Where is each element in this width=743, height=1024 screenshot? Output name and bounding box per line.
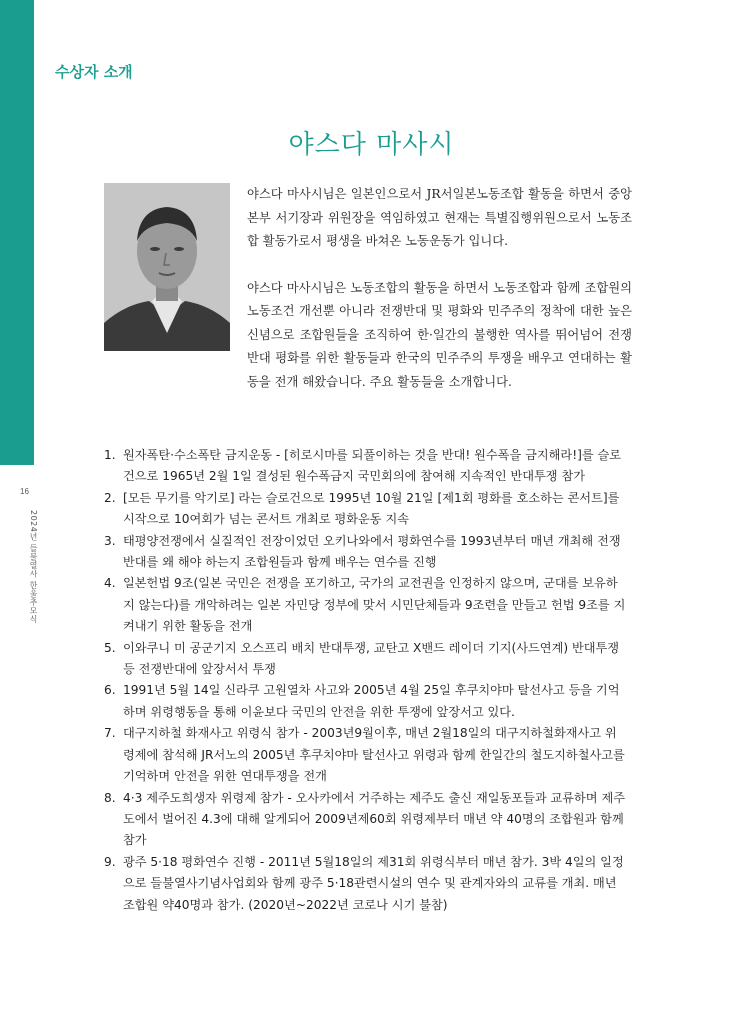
portrait-photo	[104, 183, 230, 351]
item-number: 6.	[104, 683, 116, 698]
item-text: [모든 무기를 악기로] 라는 슬로건으로 1995년 10월 21일 [제1회 평화를 호소하는 콘서트]를 시작으로 10여회가 넘는 콘서트 개최로 평화운동 지속	[123, 490, 620, 527]
item-number: 3.	[104, 533, 116, 548]
list-item	[104, 488, 628, 531]
item-text: 태평양전쟁에서 실질적인 전장이었던 오키나와에서 평화연수를 1993년부터 매년 개최해 전쟁반대를 왜 해야 하는지 조합원들과 함께 배우는 연수를 진행	[123, 533, 621, 570]
side-accent-bar	[0, 0, 34, 465]
item-number: 5.	[104, 640, 116, 655]
item-number: 8.	[104, 790, 116, 805]
bio-paragraph-2: 야스다 마사시님은 노동조합의 활동을 하면서 노동조합과 함께 조합원의 노동조건 개선뿐 아니라 전쟁반대 및 평화와 민주주의 정착에 대한 높은 신념으로 조합원들을 조직하여 한·일간의 불행한 역사를 뛰어넘어 전쟁반대 평화를 위한 활동들과 한국의 민주주의 투쟁을 배우고 연대하는 활동을 전개 해왔습니다. 주요 활동들을 소개합니다.	[247, 280, 632, 389]
item-text: 1991년 5월 14일 신라쿠 고원열차 사고와 2005년 4월 25일 후쿠치야마 탈선사고 등을 기억하며 위령행동을 통해 이윤보다 국민의 안전을 위한 투쟁에 앞장서고 있다.	[123, 683, 620, 719]
list-item	[104, 788, 628, 852]
item-text: 이와쿠니 미 공군기지 오스프리 배치 반대투쟁, 교탄고 X밴드 레이더 기지(사드연계) 반대투쟁 등 전쟁반대에 앞장서서 투쟁	[123, 640, 620, 677]
awardee-name: 야스다 마사시	[288, 130, 455, 160]
item-number: 7.	[104, 726, 116, 741]
list-item	[104, 573, 628, 637]
page-number: 16	[20, 487, 29, 496]
item-number: 2.	[104, 490, 116, 505]
item-text: 광주 5·18 평화연수 진행 - 2011년 5월18일의 제31회 위령식부터 매년 참가. 3박 4일의 일정으로 들불열사기념사업회와 함께 광주 5·18관련시설의 연수 및 관계자와의 교류를 개최. 매년 조합원 약40명과 참가. (2020년~2022년 코로나 시기 불참)	[123, 854, 624, 912]
activities-list	[104, 445, 628, 916]
list-item	[104, 852, 628, 916]
item-number: 1.	[104, 448, 116, 462]
section-label: 수상자 소개	[55, 63, 133, 81]
list-item	[104, 445, 628, 488]
list-item	[104, 680, 628, 723]
biography	[247, 183, 632, 417]
bio-paragraph-1: 야스다 마사시님은 일본인으로서 JR서일본노동조합 활동을 하면서 중앙본부 서기장과 위원장을 역임하였고 현재는 특별집행위원으로서 노동조합 활동가로서 평생을 바쳐온 노동운동가 입니다.	[247, 187, 632, 248]
item-text: 원자폭탄·수소폭탄 금지운동 - [히로시마를 되풀이하는 것을 반대! 원수폭을 금지해라!]를 슬로건으로 1965년 2월 1일 결성된 원수폭금지 국민회의에 참여해 지속적인 반대투쟁 참가	[123, 448, 622, 484]
list-item	[104, 531, 628, 574]
running-header: 2024년 들불열사 한울추모식	[29, 510, 38, 624]
item-text: 4·3 제주도희생자 위령제 참가 - 오사카에서 거주하는 제주도 출신 재일동포들과 교류하며 제주도에서 벌어진 4.3에 대해 알게되어 2009년제60회 위령제부터 매년 약 40명의 조합원과 함께 참가	[123, 790, 625, 848]
item-text: 대구지하철 화재사고 위령식 참가 - 2003년9월이후, 매년 2월18일의 대구지하철화재사고 위령제에 참석해 JR서노의 2005년 후쿠치야마 탈선사고 위령과 함께 한일간의 철도지하철사고를 기억하며 안전을 위한 연대투쟁을 전개	[123, 726, 625, 784]
item-number: 4.	[104, 576, 116, 591]
item-number: 9.	[104, 854, 116, 869]
item-text: 일본헌법 9조(일본 국민은 전쟁을 포기하고, 국가의 교전권을 인정하지 않으며, 군대를 보유하지 않는다)를 개악하려는 일본 자민당 정부에 맞서 시민단체들과 9조련을 만들고 헌법 9조를 지켜내기 위한 활동을 전개	[123, 576, 626, 634]
list-item	[104, 638, 628, 681]
list-item	[104, 723, 628, 787]
